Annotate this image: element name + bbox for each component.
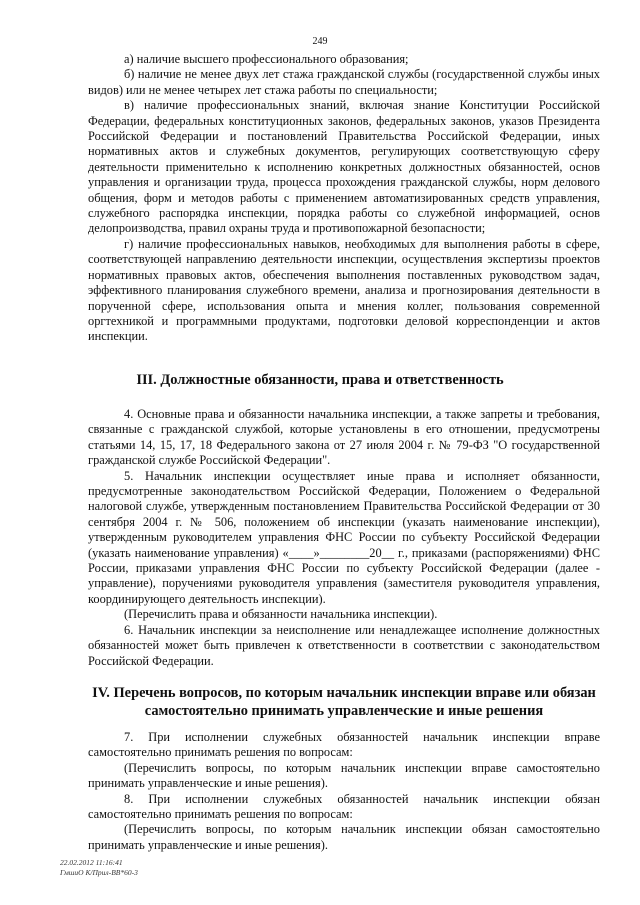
section-4-body [88, 730, 600, 853]
page-number: 249 [312, 36, 328, 47]
paragraph-8: 8. При исполнении служебных обязанностей начальник инспекции обязан самостоятельно принимать решения по вопросам: [88, 791, 600, 822]
section-4-heading: IV. Перечень вопросов, по которым начальник инспекции вправе или обязан самостоятельно принимать управленческие и иные решения [92, 685, 596, 719]
paragraph-8-note: (Перечислить вопросы, по которым начальник инспекции обязан самостоятельно принимать управленческие и иные решения). [88, 822, 600, 852]
paragraph-5: 5. Начальник инспекции осуществляет иные права и исполняет обязанности, предусмотренные законодательством Российской Федерации, Положением о Федеральной налоговой службе, утвержденным постановлением Правительства Российской Федерации от 30 сентября 2004 г. № 506, положением об инспекции (указать наименование инспекции), утвержденным руководителем управления ФНС России по субъекту Российской Федерации (указать наименование управления) «____»________20__ г., приказами (распоряжениями) ФНС России, приказами управления ФНС России по субъекту Российской Федерации (далее - управление), поручениями руководителя управления (заместителя руководителя управления, координирующего деятельность инспекции). [88, 468, 600, 606]
item-b: б) наличие не менее двух лет стажа гражданской службы (государственной службы иных видов) или не менее четырех лет стажа работы по специальности; [88, 67, 600, 97]
paragraph-5-note: (Перечислить права и обязанности начальника инспекции). [124, 607, 438, 622]
paragraph-6: 6. Начальник инспекции за неисполнение или ненадлежащее исполнение должностных обязанностей может быть привлечен к ответственности в соответствии с законодательством Российской Федерации. [88, 622, 600, 668]
item-v: в) наличие профессиональных знаний, включая знание Конституции Российской Федерации, федеральных конституционных законов, федеральных законов, указов Президента Российской Федерации и постановлений Правительства Российской Федерации, иных нормативных актов и служебных документов, регулирующих соответствующую сферу деятельности применительно к исполнению конкретных должностных обязанностей, основ управления и организации труда, процесса прохождения гражданской службы, норм делового общения, форм и методов работы с применением автоматизированных средств управления, служебного распорядка инспекции, порядка работы со служебной информацией, основ делопроизводства, правил охраны труда и противопожарной безопасности; [88, 98, 600, 236]
requirements-block [88, 52, 600, 345]
paragraph-4: 4. Основные права и обязанности начальника инспекции, а также запреты и требования, связанные с гражданской службой, которые установлены в его отношении, предусмотрены статьями 14, 15, 17, 18 Федерального закона от 27 июля 2004 г. № 79-ФЗ "О государственной гражданской службе Российской Федерации". [88, 407, 600, 468]
item-g: г) наличие профессиональных навыков, необходимых для выполнения работы в сфере, соответствующей направлению деятельности инспекции, осуществления экспертизы проектов нормативных правовых актов, обеспечения выполнения поставленных руководством задач, эффективного планирования служебного времени, анализа и прогнозирования деятельности в порученной сфере, использования опыта и мнения коллег, пользования современной оргтехникой и программными продуктами, подготовки деловой корреспонденции и актов инспекции. [88, 236, 600, 344]
item-a: а) наличие высшего профессионального образования; [124, 52, 409, 66]
paragraph-7: 7. При исполнении служебных обязанностей начальник инспекции вправе самостоятельно принимать решения по вопросам: [88, 730, 600, 760]
section-3-body [88, 407, 600, 669]
footer-stamp [60, 858, 138, 878]
paragraph-7-note: (Перечислить вопросы, по которым начальник инспекции вправе самостоятельно принимать управленческие и иные решения). [88, 760, 600, 791]
footer-file-code: ГмшиО К/Прил-ВВ*60-3 [60, 868, 138, 877]
footer-timestamp: 22.02.2012 11:16:41 [60, 858, 123, 867]
section-3-heading: III. Должностные обязанности, права и ответственность [136, 372, 504, 388]
